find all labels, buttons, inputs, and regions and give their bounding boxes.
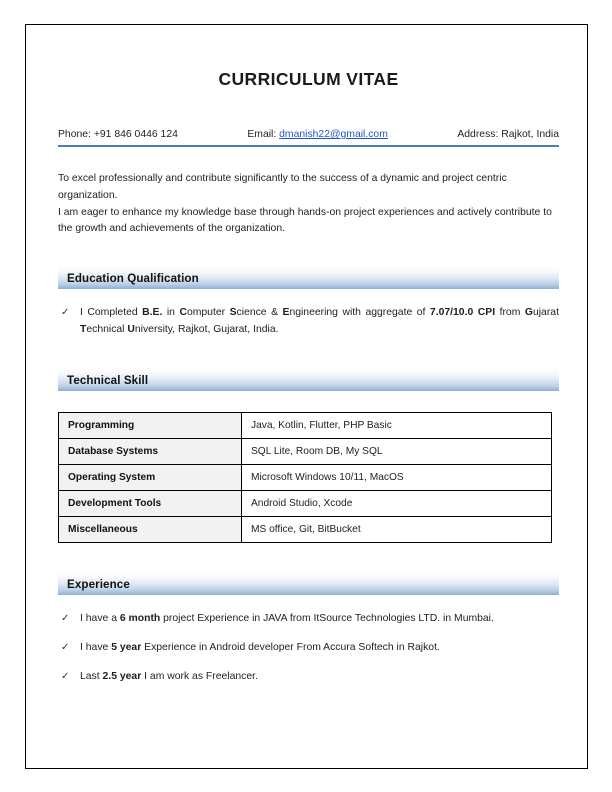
skill-value: SQL Lite, Room DB, My SQL bbox=[242, 439, 552, 465]
skills-table-body bbox=[59, 413, 552, 543]
experience-item-text bbox=[80, 611, 559, 628]
contact-row bbox=[58, 129, 559, 144]
contact-block bbox=[58, 129, 559, 147]
edu-bold-u: U bbox=[127, 324, 135, 336]
edu-bold-g: G bbox=[524, 307, 533, 319]
skill-category: Programming bbox=[59, 413, 242, 439]
edu-bold-e: E bbox=[282, 307, 290, 319]
skill-category: Operating System bbox=[59, 465, 242, 491]
exp1-seg-1: I have a bbox=[80, 613, 120, 625]
page-frame bbox=[25, 24, 588, 769]
skill-value: Microsoft Windows 10/11, MacOS bbox=[242, 465, 552, 491]
page-content bbox=[58, 25, 559, 768]
table-row bbox=[59, 465, 552, 491]
phone-text: Phone: +91 846 0446 124 bbox=[58, 129, 178, 140]
edu-bold-s: S bbox=[229, 307, 237, 319]
check-mark-icon: ✓ bbox=[61, 641, 70, 653]
exp3-seg-2: I am work as Freelancer. bbox=[141, 670, 258, 682]
edu-bold-t: T bbox=[80, 324, 87, 336]
exp3-seg-1: Last bbox=[80, 670, 103, 682]
objective-line-1: To excel professionally and contribute significantly to the success of a dynamic and project centric organization. bbox=[58, 172, 507, 201]
email-block bbox=[247, 129, 388, 140]
edu-bold-degree: B.E. bbox=[142, 307, 163, 319]
edu-bold-c: C bbox=[179, 307, 187, 319]
section-title-experience: Experience bbox=[67, 577, 130, 591]
list-item bbox=[58, 611, 559, 628]
edu-seg-1: I Completed bbox=[80, 307, 143, 319]
skill-value: MS office, Git, BitBucket bbox=[242, 517, 552, 543]
exp2-seg-1: I have bbox=[80, 641, 112, 653]
edu-seg-6: from bbox=[495, 307, 525, 319]
list-item bbox=[58, 669, 559, 686]
experience-item-text bbox=[80, 669, 559, 686]
section-title-technical-skill: Technical Skill bbox=[67, 373, 149, 387]
education-entry-text bbox=[80, 305, 559, 339]
edu-seg-5: ngineering with aggregate of bbox=[289, 307, 430, 319]
skills-table bbox=[58, 412, 552, 543]
list-item bbox=[58, 305, 559, 339]
contact-divider bbox=[58, 145, 559, 147]
table-row bbox=[59, 517, 552, 543]
experience-bullets bbox=[58, 611, 559, 686]
edu-seg-9: niversity, Rajkot, Gujarat, India. bbox=[134, 324, 279, 336]
section-header-education bbox=[58, 267, 559, 289]
exp3-bold: 2.5 year bbox=[102, 670, 142, 682]
table-row bbox=[59, 413, 552, 439]
skill-value: Java, Kotlin, Flutter, PHP Basic bbox=[242, 413, 552, 439]
email-label: Email: bbox=[247, 129, 280, 140]
check-mark-icon: ✓ bbox=[61, 307, 70, 319]
check-mark-icon: ✓ bbox=[61, 670, 70, 682]
skill-value: Android Studio, Xcode bbox=[242, 491, 552, 517]
section-title-education: Education Qualification bbox=[67, 271, 199, 285]
exp1-bold: 6 month bbox=[119, 613, 161, 625]
education-bullets bbox=[58, 305, 559, 339]
section-header-experience bbox=[58, 573, 559, 595]
edu-seg-8: echnical bbox=[86, 324, 128, 336]
exp2-bold: 5 year bbox=[111, 641, 142, 653]
page-title: CURRICULUM VITAE bbox=[218, 69, 399, 89]
table-row bbox=[59, 439, 552, 465]
edu-seg-2: in bbox=[162, 307, 180, 319]
objective-block bbox=[58, 171, 559, 239]
table-row bbox=[59, 491, 552, 517]
edu-seg-3: omputer bbox=[186, 307, 230, 319]
exp1-seg-2: project Experience in JAVA from ItSource Technologies LTD. in Mumbai. bbox=[160, 613, 494, 625]
skill-category: Database Systems bbox=[59, 439, 242, 465]
address-text: Address: Rajkot, India bbox=[457, 129, 559, 140]
edu-seg-7: ujarat bbox=[532, 307, 559, 319]
edu-bold-cpi: 7.07/10.0 CPI bbox=[429, 307, 496, 319]
exp2-seg-2: Experience in Android developer From Accura Softech in Rajkot. bbox=[141, 641, 440, 653]
email-link[interactable]: dmanish22@gmail.com bbox=[279, 129, 388, 140]
experience-item-text bbox=[80, 640, 559, 657]
skill-category: Miscellaneous bbox=[59, 517, 242, 543]
check-mark-icon: ✓ bbox=[61, 613, 70, 625]
list-item bbox=[58, 640, 559, 657]
objective-line-2: I am eager to enhance my knowledge base through hands-on project experiences and actively contribute to the growth and achievements of the organization. bbox=[58, 206, 552, 235]
section-header-technical-skill bbox=[58, 369, 559, 391]
skill-category: Development Tools bbox=[59, 491, 242, 517]
edu-seg-4: cience & bbox=[236, 307, 283, 319]
